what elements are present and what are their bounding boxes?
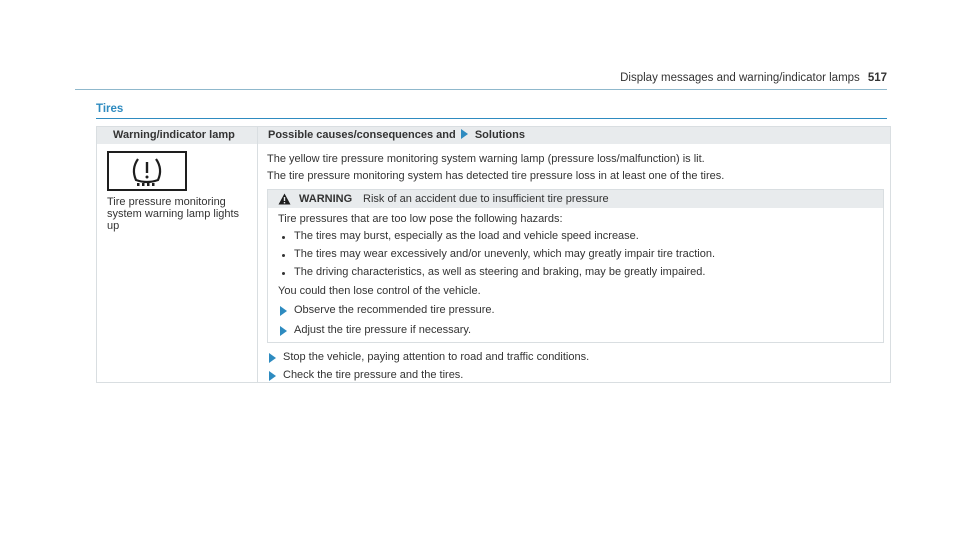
bullet-icon: [282, 254, 285, 257]
running-title: Display messages and warning/indicator lamps: [620, 72, 860, 84]
tire-pressure-warning-icon: [107, 151, 187, 191]
solution-step: Stop the vehicle, paying attention to road and traffic conditions.: [283, 351, 590, 363]
warning-consequence: You could then lose control of the vehicle.: [278, 285, 481, 297]
warning-intro: Tire pressures that are too low pose the following hazards:: [278, 213, 563, 225]
col1-header: Warning/indicator lamp: [97, 127, 257, 144]
solution-arrow-icon: [269, 353, 276, 363]
hazard-item: The tires may burst, especially as the load and vehicle speed increase.: [294, 230, 639, 242]
hazard-item: The tires may wear excessively and/or unevenly, which may greatly impair tire traction.: [294, 248, 716, 260]
action-arrow-icon: [280, 326, 287, 336]
col2-header-pre: Possible causes/consequences and: [268, 129, 456, 141]
bullet-icon: [282, 272, 285, 275]
cause-line: The tire pressure monitoring system has detected tire pressure loss in at least one of the tires.: [267, 170, 725, 182]
info-table: [96, 126, 891, 383]
solution-arrow-icon: [269, 371, 276, 381]
bullet-icon: [282, 236, 285, 239]
column-divider: [257, 127, 258, 382]
warning-action: Observe the recommended tire pressure.: [294, 304, 495, 316]
hazard-item: The driving characteristics, as well as steering and braking, may be greatly impaired.: [294, 266, 706, 278]
warning-box: [267, 189, 884, 343]
lamp-description: [107, 196, 257, 232]
lamp-line: system warning lamp lights: [107, 208, 240, 220]
solution-step: Check the tire pressure and the tires.: [283, 369, 464, 381]
warning-action: Adjust the tire pressure if necessary.: [294, 324, 472, 336]
section-title: Tires: [96, 103, 124, 115]
warning-header: [268, 190, 883, 208]
action-arrow-icon: [280, 306, 287, 316]
col2-header-post: Solutions: [474, 129, 525, 141]
warning-risk: Risk of an accident due to insufficient tire pressure: [363, 193, 609, 205]
cause-line: The yellow tire pressure monitoring system warning lamp (pressure loss/malfunction) is lit.: [267, 153, 705, 165]
warning-triangle-icon: [278, 193, 291, 205]
section-rule: [96, 118, 887, 119]
running-header: [620, 72, 887, 84]
col2-header: [258, 127, 890, 144]
header-rule: [75, 89, 887, 90]
lamp-line: up: [107, 220, 120, 232]
solution-arrow-icon: [461, 129, 468, 139]
warning-label: WARNING: [299, 193, 353, 205]
lamp-line: Tire pressure monitoring: [107, 196, 226, 208]
page-number: 517: [867, 72, 887, 84]
